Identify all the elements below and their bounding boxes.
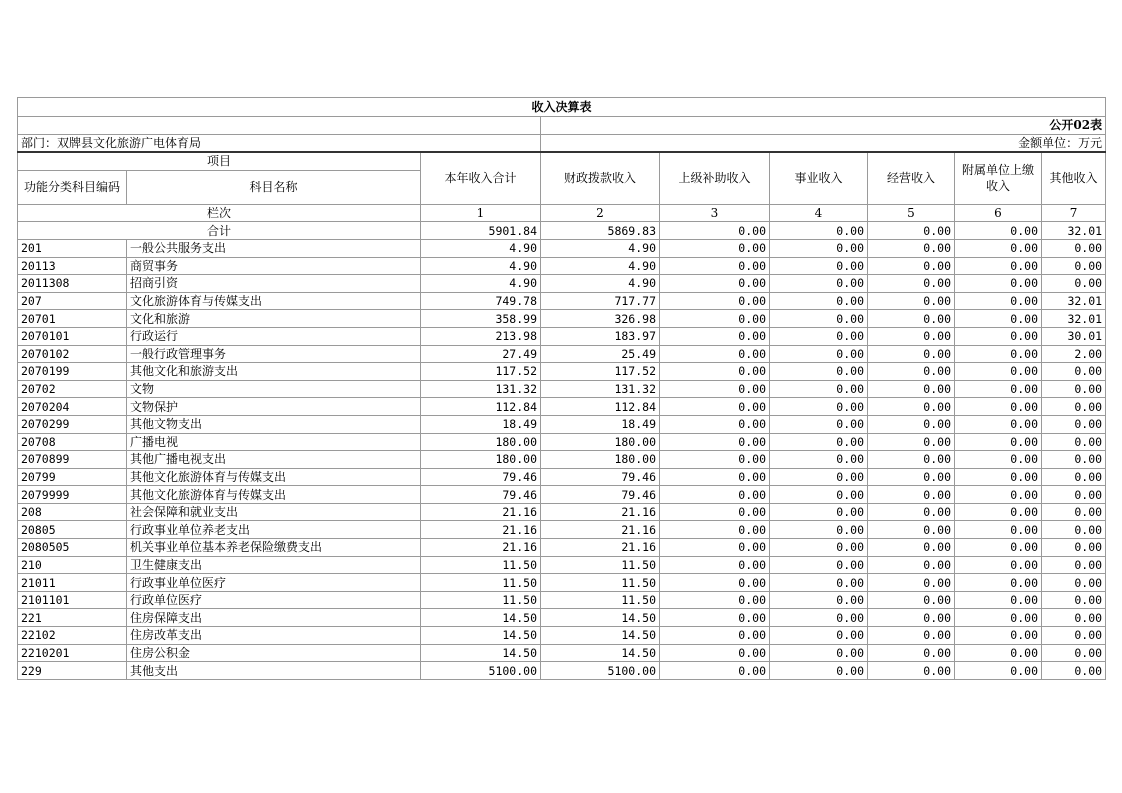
row-value: 0.00 — [660, 591, 770, 609]
row-value: 0.00 — [1042, 451, 1106, 469]
row-value: 0.00 — [1042, 257, 1106, 275]
row-name: 文化和旅游 — [127, 310, 421, 328]
row-value: 18.49 — [541, 415, 660, 433]
row-value: 0.00 — [1042, 644, 1106, 662]
row-code: 221 — [18, 609, 127, 627]
row-code: 20799 — [18, 468, 127, 486]
table-row — [18, 292, 1106, 310]
table-row — [18, 415, 1106, 433]
row-value: 32.01 — [1042, 310, 1106, 328]
row-name: 行政事业单位养老支出 — [127, 521, 421, 539]
row-value: 0.00 — [955, 275, 1042, 293]
column-index-number: 5 — [868, 204, 955, 222]
row-name: 行政事业单位医疗 — [127, 574, 421, 592]
row-value: 21.16 — [421, 503, 541, 521]
row-value: 11.50 — [421, 556, 541, 574]
header-upper: 上级补助收入 — [660, 152, 770, 204]
table-row — [18, 468, 1106, 486]
header-operating: 经营收入 — [868, 152, 955, 204]
row-value: 4.90 — [541, 275, 660, 293]
form-number: 公开02表 — [541, 117, 1106, 135]
row-value: 0.00 — [770, 539, 868, 557]
column-index-label: 栏次 — [18, 204, 421, 222]
row-value: 0.00 — [955, 257, 1042, 275]
row-value: 0.00 — [955, 468, 1042, 486]
row-value: 0.00 — [868, 644, 955, 662]
row-value: 0.00 — [770, 257, 868, 275]
header-fiscal: 财政拨款收入 — [541, 152, 660, 204]
row-value: 0.00 — [955, 662, 1042, 680]
row-value: 0.00 — [660, 486, 770, 504]
row-value: 0.00 — [660, 239, 770, 257]
row-value: 27.49 — [421, 345, 541, 363]
row-value: 14.50 — [421, 609, 541, 627]
row-value: 14.50 — [421, 644, 541, 662]
row-value: 0.00 — [660, 503, 770, 521]
row-value: 0.00 — [955, 415, 1042, 433]
row-name: 其他文化旅游体育与传媒支出 — [127, 486, 421, 504]
row-value: 0.00 — [955, 363, 1042, 381]
row-name: 住房保障支出 — [127, 609, 421, 627]
total-value: 32.01 — [1042, 222, 1106, 240]
row-value: 0.00 — [955, 539, 1042, 557]
header-total: 本年收入合计 — [421, 152, 541, 204]
row-value: 0.00 — [1042, 468, 1106, 486]
row-value: 11.50 — [421, 591, 541, 609]
row-code: 207 — [18, 292, 127, 310]
table-row — [18, 609, 1106, 627]
total-value: 5869.83 — [541, 222, 660, 240]
table-row — [18, 627, 1106, 645]
row-value: 0.00 — [1042, 380, 1106, 398]
table-row — [18, 257, 1106, 275]
row-value: 0.00 — [1042, 539, 1106, 557]
row-value: 0.00 — [955, 486, 1042, 504]
row-value: 0.00 — [770, 644, 868, 662]
row-value: 0.00 — [868, 468, 955, 486]
row-value: 117.52 — [421, 363, 541, 381]
total-value: 0.00 — [868, 222, 955, 240]
table-row — [18, 345, 1106, 363]
row-value: 112.84 — [421, 398, 541, 416]
row-value: 0.00 — [868, 310, 955, 328]
row-value: 0.00 — [955, 451, 1042, 469]
row-code: 208 — [18, 503, 127, 521]
row-value: 0.00 — [770, 380, 868, 398]
row-code: 2070199 — [18, 363, 127, 381]
row-value: 0.00 — [955, 292, 1042, 310]
row-name: 其他文化旅游体育与传媒支出 — [127, 468, 421, 486]
row-value: 0.00 — [868, 275, 955, 293]
row-value: 21.16 — [541, 521, 660, 539]
row-value: 0.00 — [955, 627, 1042, 645]
row-code: 21011 — [18, 574, 127, 592]
table-row — [18, 644, 1106, 662]
row-value: 0.00 — [660, 327, 770, 345]
row-value: 4.90 — [541, 257, 660, 275]
row-value: 0.00 — [770, 451, 868, 469]
row-name: 文物 — [127, 380, 421, 398]
row-code: 201 — [18, 239, 127, 257]
row-value: 0.00 — [1042, 415, 1106, 433]
table-row — [18, 556, 1106, 574]
row-value: 21.16 — [541, 539, 660, 557]
row-value: 0.00 — [1042, 574, 1106, 592]
row-value: 0.00 — [770, 486, 868, 504]
blank-cell — [18, 117, 541, 135]
header-affiliated: 附属单位上缴收入 — [955, 152, 1042, 204]
row-code: 22102 — [18, 627, 127, 645]
row-value: 0.00 — [868, 327, 955, 345]
row-value: 131.32 — [421, 380, 541, 398]
row-value: 14.50 — [541, 609, 660, 627]
row-value: 183.97 — [541, 327, 660, 345]
row-value: 25.49 — [541, 345, 660, 363]
row-value: 0.00 — [955, 310, 1042, 328]
row-value: 0.00 — [770, 591, 868, 609]
row-value: 358.99 — [421, 310, 541, 328]
row-value: 0.00 — [660, 292, 770, 310]
row-value: 0.00 — [660, 451, 770, 469]
row-value: 0.00 — [955, 433, 1042, 451]
column-index-row — [18, 204, 1106, 222]
row-value: 131.32 — [541, 380, 660, 398]
row-value: 0.00 — [660, 556, 770, 574]
column-index-number: 1 — [421, 204, 541, 222]
row-value: 0.00 — [868, 451, 955, 469]
row-value: 0.00 — [660, 275, 770, 293]
table-row — [18, 486, 1106, 504]
row-value: 0.00 — [1042, 398, 1106, 416]
row-value: 4.90 — [421, 239, 541, 257]
table-row — [18, 662, 1106, 680]
header-business: 事业收入 — [770, 152, 868, 204]
row-name: 行政运行 — [127, 327, 421, 345]
row-value: 0.00 — [660, 398, 770, 416]
total-value: 0.00 — [770, 222, 868, 240]
row-value: 0.00 — [868, 609, 955, 627]
row-code: 2070299 — [18, 415, 127, 433]
row-name: 招商引资 — [127, 275, 421, 293]
table-row — [18, 503, 1106, 521]
row-value: 79.46 — [541, 468, 660, 486]
row-value: 0.00 — [868, 292, 955, 310]
row-value: 4.90 — [421, 275, 541, 293]
row-name: 商贸事务 — [127, 257, 421, 275]
row-value: 0.00 — [770, 292, 868, 310]
row-name: 其他支出 — [127, 662, 421, 680]
row-code: 2011308 — [18, 275, 127, 293]
row-value: 21.16 — [541, 503, 660, 521]
row-value: 21.16 — [421, 539, 541, 557]
row-name: 卫生健康支出 — [127, 556, 421, 574]
row-value: 0.00 — [868, 433, 955, 451]
row-value: 0.00 — [955, 609, 1042, 627]
table-row — [18, 521, 1106, 539]
row-value: 0.00 — [955, 345, 1042, 363]
row-value: 0.00 — [770, 521, 868, 539]
row-value: 0.00 — [660, 363, 770, 381]
row-code: 20805 — [18, 521, 127, 539]
row-value: 0.00 — [770, 468, 868, 486]
table-row — [18, 451, 1106, 469]
row-value: 717.77 — [541, 292, 660, 310]
row-value: 0.00 — [660, 609, 770, 627]
row-value: 32.01 — [1042, 292, 1106, 310]
row-value: 0.00 — [868, 627, 955, 645]
row-value: 0.00 — [955, 327, 1042, 345]
row-value: 0.00 — [955, 398, 1042, 416]
table-row — [18, 363, 1106, 381]
row-value: 0.00 — [1042, 433, 1106, 451]
row-value: 0.00 — [1042, 239, 1106, 257]
row-value: 0.00 — [770, 363, 868, 381]
header-name: 科目名称 — [127, 170, 421, 204]
row-value: 0.00 — [770, 556, 868, 574]
table-row — [18, 239, 1106, 257]
row-name: 住房公积金 — [127, 644, 421, 662]
row-value: 0.00 — [660, 415, 770, 433]
row-name: 其他文化和旅游支出 — [127, 363, 421, 381]
total-value: 0.00 — [955, 222, 1042, 240]
row-value: 180.00 — [421, 451, 541, 469]
department-label: 部门：双牌县文化旅游广电体育局 — [18, 134, 541, 152]
row-value: 79.46 — [421, 468, 541, 486]
column-index-number: 6 — [955, 204, 1042, 222]
row-value: 0.00 — [770, 574, 868, 592]
row-code: 2070102 — [18, 345, 127, 363]
row-value: 30.01 — [1042, 327, 1106, 345]
row-value: 79.46 — [541, 486, 660, 504]
row-value: 0.00 — [660, 310, 770, 328]
row-value: 112.84 — [541, 398, 660, 416]
row-name: 行政单位医疗 — [127, 591, 421, 609]
row-name: 一般公共服务支出 — [127, 239, 421, 257]
row-name: 住房改革支出 — [127, 627, 421, 645]
row-code: 20702 — [18, 380, 127, 398]
unit-label: 金额单位：万元 — [541, 134, 1106, 152]
table-row — [18, 591, 1106, 609]
row-value: 79.46 — [421, 486, 541, 504]
total-label: 合计 — [18, 222, 421, 240]
row-name: 一般行政管理事务 — [127, 345, 421, 363]
row-value: 0.00 — [1042, 486, 1106, 504]
row-value: 0.00 — [868, 539, 955, 557]
row-value: 0.00 — [770, 627, 868, 645]
row-value: 0.00 — [868, 662, 955, 680]
row-code: 2070899 — [18, 451, 127, 469]
row-value: 11.50 — [541, 574, 660, 592]
table-row — [18, 574, 1106, 592]
row-value: 0.00 — [868, 380, 955, 398]
row-value: 5100.00 — [421, 662, 541, 680]
row-name: 广播电视 — [127, 433, 421, 451]
header-item: 项目 — [18, 152, 421, 170]
row-value: 0.00 — [868, 503, 955, 521]
row-value: 14.50 — [541, 644, 660, 662]
row-value: 0.00 — [955, 239, 1042, 257]
row-code: 20113 — [18, 257, 127, 275]
row-value: 0.00 — [770, 662, 868, 680]
row-value: 0.00 — [868, 363, 955, 381]
row-value: 0.00 — [955, 380, 1042, 398]
row-value: 0.00 — [770, 345, 868, 363]
row-value: 180.00 — [541, 451, 660, 469]
table-row — [18, 275, 1106, 293]
header-other: 其他收入 — [1042, 152, 1106, 204]
row-value: 0.00 — [770, 503, 868, 521]
row-value: 4.90 — [541, 239, 660, 257]
row-value: 117.52 — [541, 363, 660, 381]
row-value: 0.00 — [660, 433, 770, 451]
row-value: 0.00 — [955, 503, 1042, 521]
row-value: 11.50 — [421, 574, 541, 592]
row-value: 0.00 — [955, 591, 1042, 609]
row-value: 213.98 — [421, 327, 541, 345]
row-value: 0.00 — [868, 574, 955, 592]
row-value: 0.00 — [868, 398, 955, 416]
row-value: 326.98 — [541, 310, 660, 328]
row-value: 2.00 — [1042, 345, 1106, 363]
column-index-number: 4 — [770, 204, 868, 222]
row-value: 0.00 — [868, 521, 955, 539]
table-row — [18, 380, 1106, 398]
row-value: 0.00 — [1042, 609, 1106, 627]
row-name: 社会保障和就业支出 — [127, 503, 421, 521]
row-name: 其他广播电视支出 — [127, 451, 421, 469]
row-value: 0.00 — [868, 345, 955, 363]
row-code: 2210201 — [18, 644, 127, 662]
header-code: 功能分类科目编码 — [18, 170, 127, 204]
row-value: 0.00 — [1042, 503, 1106, 521]
row-value: 0.00 — [660, 574, 770, 592]
income-statement-table — [17, 97, 1106, 680]
row-value: 0.00 — [660, 380, 770, 398]
row-value: 14.50 — [541, 627, 660, 645]
row-code: 210 — [18, 556, 127, 574]
row-value: 0.00 — [660, 662, 770, 680]
row-value: 0.00 — [660, 644, 770, 662]
row-value: 180.00 — [541, 433, 660, 451]
row-value: 5100.00 — [541, 662, 660, 680]
row-value: 0.00 — [660, 627, 770, 645]
row-name: 文物保护 — [127, 398, 421, 416]
table-row — [18, 433, 1106, 451]
table-row — [18, 310, 1106, 328]
row-value: 0.00 — [770, 609, 868, 627]
column-index-number: 3 — [660, 204, 770, 222]
row-value: 0.00 — [955, 556, 1042, 574]
row-value: 180.00 — [421, 433, 541, 451]
row-code: 2080505 — [18, 539, 127, 557]
table-row — [18, 539, 1106, 557]
row-code: 20708 — [18, 433, 127, 451]
column-index-number: 2 — [541, 204, 660, 222]
row-value: 4.90 — [421, 257, 541, 275]
row-value: 0.00 — [1042, 627, 1106, 645]
row-value: 0.00 — [868, 415, 955, 433]
column-index-number: 7 — [1042, 204, 1106, 222]
row-value: 0.00 — [770, 310, 868, 328]
row-value: 0.00 — [660, 345, 770, 363]
row-value: 0.00 — [868, 257, 955, 275]
row-value: 14.50 — [421, 627, 541, 645]
row-value: 11.50 — [541, 591, 660, 609]
row-code: 2079999 — [18, 486, 127, 504]
row-value: 0.00 — [1042, 363, 1106, 381]
row-value: 0.00 — [1042, 275, 1106, 293]
row-value: 0.00 — [770, 327, 868, 345]
row-name: 其他文物支出 — [127, 415, 421, 433]
total-value: 0.00 — [660, 222, 770, 240]
table-row — [18, 327, 1106, 345]
row-code: 2070204 — [18, 398, 127, 416]
row-value: 0.00 — [770, 275, 868, 293]
row-value: 0.00 — [868, 239, 955, 257]
row-name: 文化旅游体育与传媒支出 — [127, 292, 421, 310]
row-value: 0.00 — [770, 239, 868, 257]
row-value: 749.78 — [421, 292, 541, 310]
row-value: 0.00 — [1042, 521, 1106, 539]
row-value: 0.00 — [955, 574, 1042, 592]
row-code: 2070101 — [18, 327, 127, 345]
row-value: 0.00 — [660, 257, 770, 275]
row-value: 0.00 — [868, 556, 955, 574]
row-name: 机关事业单位基本养老保险缴费支出 — [127, 539, 421, 557]
table-row — [18, 398, 1106, 416]
row-value: 0.00 — [770, 433, 868, 451]
row-code: 229 — [18, 662, 127, 680]
row-value: 0.00 — [770, 415, 868, 433]
table-title: 收入决算表 — [18, 98, 1106, 117]
row-value: 0.00 — [660, 539, 770, 557]
row-value: 11.50 — [541, 556, 660, 574]
row-value: 0.00 — [660, 521, 770, 539]
row-value: 0.00 — [660, 468, 770, 486]
row-value: 0.00 — [868, 486, 955, 504]
total-row — [18, 222, 1106, 240]
total-value: 5901.84 — [421, 222, 541, 240]
row-value: 0.00 — [868, 591, 955, 609]
row-value: 0.00 — [1042, 591, 1106, 609]
row-value: 0.00 — [770, 398, 868, 416]
row-value: 0.00 — [955, 644, 1042, 662]
row-code: 20701 — [18, 310, 127, 328]
row-value: 18.49 — [421, 415, 541, 433]
row-value: 0.00 — [1042, 556, 1106, 574]
row-value: 0.00 — [955, 521, 1042, 539]
row-code: 2101101 — [18, 591, 127, 609]
row-value: 21.16 — [421, 521, 541, 539]
row-value: 0.00 — [1042, 662, 1106, 680]
